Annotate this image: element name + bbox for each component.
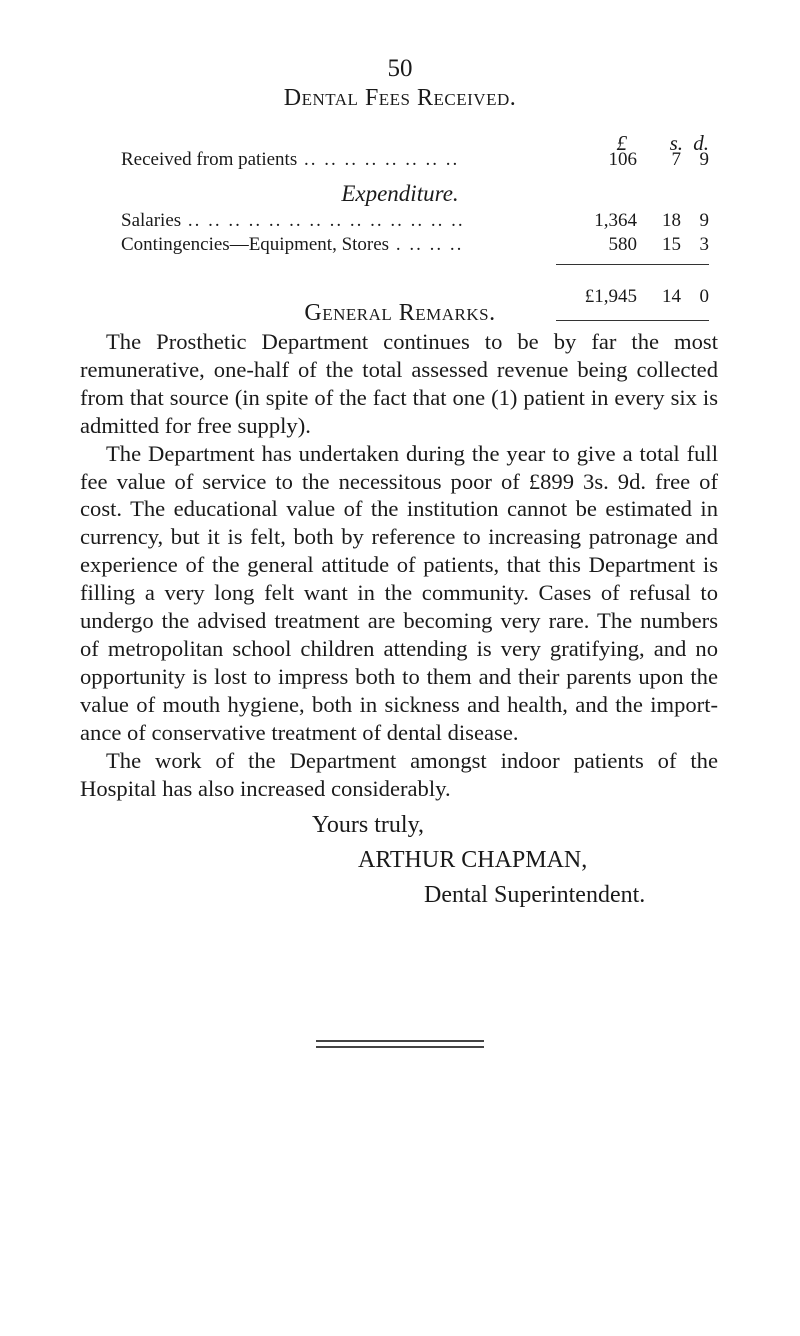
dot-leader: .. .. .. .. .. .. .. .. .. .. .. .. .. .. (181, 210, 465, 231)
remarks-paragraph: The work of the Department amongst indoor patients of the Hospital has also increased considerably. (80, 747, 718, 801)
closing-rule (316, 1040, 484, 1042)
closing-rule (316, 1046, 484, 1048)
contingencies-row (121, 233, 709, 257)
total-pence: 0 (699, 286, 709, 307)
total-shillings: 14 (662, 286, 681, 307)
contingencies-pounds: 580 (608, 234, 637, 255)
general-remarks-heading: General Remarks. (304, 300, 496, 326)
salaries-pounds: 1,364 (594, 210, 637, 231)
pounds-header: £ (616, 131, 627, 155)
received-shillings: 7 (671, 149, 681, 170)
pence-header: d. (693, 131, 709, 155)
contingencies-shillings: 15 (662, 234, 681, 255)
salaries-label: Salaries (121, 210, 182, 231)
expenditure-heading: Expenditure. (341, 181, 459, 206)
remarks-paragraph: The Department has undertaken during the year to give a total full fee value of service to the necessitous poor of £899 3s. 9d. free of cost. The educational value of the institution cannot be estimated in currency, but it is felt, both by reference to increasing patronage and experience of the general attitude of patients, that this Department is filling a very long felt want in the community. Cases of refusal to undergo the advised treatment are becoming very rare. The numbers of metropolitan school children attending is very gratifying, and no opportunity is lost to impress both to them and their parents upon the value of mouth hygiene, both in sickness and health, and the import-ance of conservative treatment of dental disease. (80, 440, 718, 745)
remarks-paragraph: The Prosthetic Department continues to be by far the most remunerative, one-half of the total assessed revenue being collected from that source (in spite of the fact that one (1) patient in every six is admitted for free supply). (80, 329, 718, 438)
salaries-shillings: 18 (662, 210, 681, 231)
dot-leader: .. .. .. .. .. .. .. .. (297, 149, 460, 170)
closing-salutation: Yours truly, (312, 812, 425, 838)
signatory-name: ARTHUR CHAPMAN, (358, 847, 588, 873)
subtotal-rule (556, 264, 709, 265)
dot-leader: . .. .. .. (389, 234, 464, 255)
salaries-pence: 9 (699, 210, 709, 231)
received-label: Received from patients (121, 149, 298, 170)
total-pounds: £1,945 (584, 286, 637, 307)
received-pence: 9 (699, 149, 709, 170)
salaries-row (121, 209, 709, 233)
shillings-header: s. (669, 131, 683, 155)
signatory-title: Dental Superintendent. (424, 882, 646, 908)
contingencies-label: Contingencies—Equipment, Stores (121, 234, 390, 255)
page-number: 50 (387, 55, 413, 82)
remarks-body (80, 328, 718, 802)
dental-fees-heading: Dental Fees Received. (283, 85, 517, 111)
received-row (121, 148, 709, 172)
contingencies-pence: 3 (699, 234, 709, 255)
received-pounds: 106 (608, 149, 637, 170)
